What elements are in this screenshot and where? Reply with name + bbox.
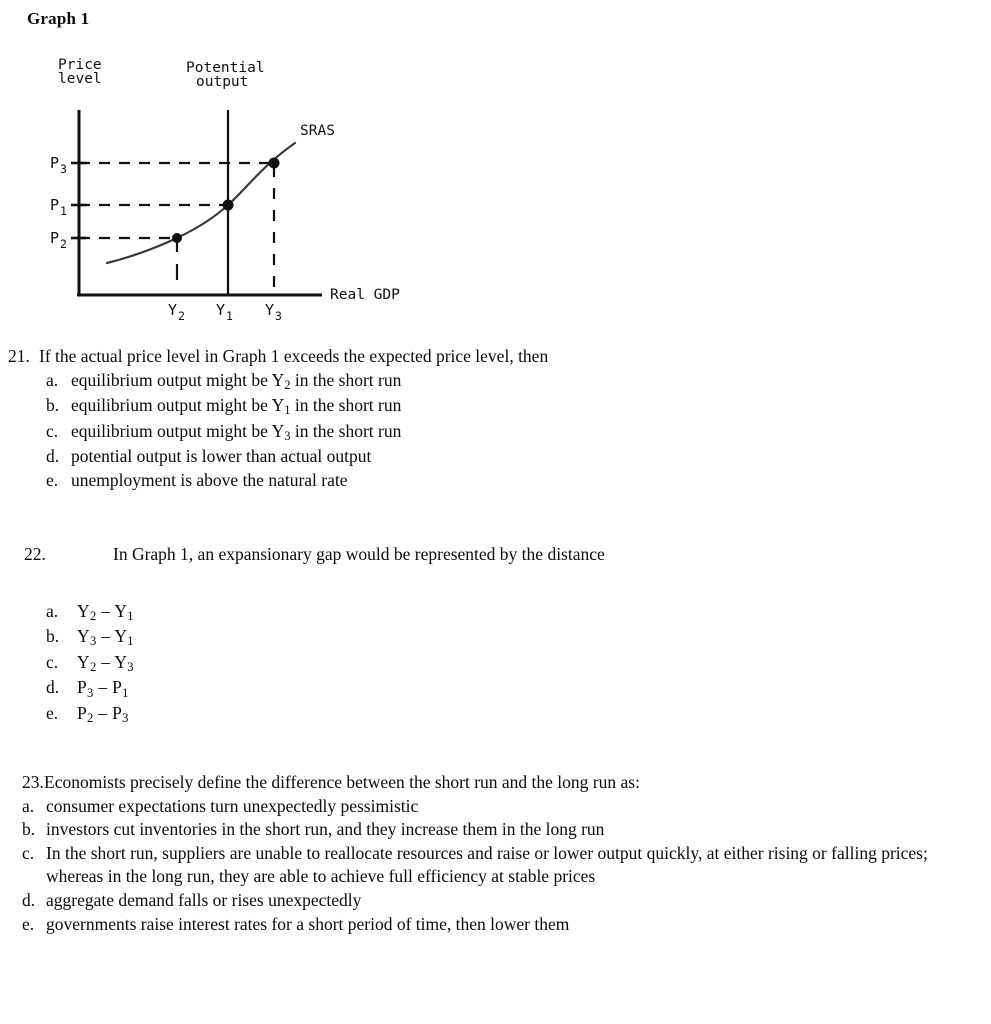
operand-1: Y	[77, 626, 90, 647]
potential-output-label-line2: output	[196, 74, 249, 90]
option-text	[77, 676, 129, 702]
operand-2-subscript: 1	[127, 634, 134, 649]
operand-1-subscript: 3	[89, 634, 97, 649]
option-text-before: equilibrium output might be Y	[71, 395, 285, 416]
operand-2: Y	[114, 651, 128, 672]
equilibrium-point-p2y2	[172, 233, 182, 243]
y-axis-label-line1: Price	[58, 57, 102, 73]
question-23-number: 23.	[22, 772, 44, 792]
y-tick-label-p1-sub: 1	[60, 204, 67, 218]
option-text: governments raise interest rates for a short period of time, then lower them	[46, 913, 570, 934]
operator: –	[93, 677, 113, 698]
operator: –	[93, 702, 113, 723]
question-21-option-d[interactable]	[46, 445, 708, 469]
option-letter: a.	[46, 369, 59, 390]
option-text: consumer expectations turn unexpectedly pessimistic	[46, 795, 419, 816]
graph-figure	[0, 40, 440, 330]
question-21-option-b[interactable]	[46, 394, 708, 420]
option-subscript: 3	[284, 429, 291, 444]
option-text: unemployment is above the natural rate	[71, 469, 348, 490]
operand-2-subscript: 1	[122, 685, 129, 700]
question-21-option-e[interactable]	[46, 469, 708, 493]
question-21	[8, 345, 708, 493]
question-23-options	[22, 795, 982, 937]
option-letter: a.	[22, 795, 35, 816]
question-21-options	[46, 369, 708, 493]
operand-1: P	[77, 702, 88, 723]
question-22-option-b[interactable]	[46, 625, 784, 651]
option-text: aggregate demand falls or rises unexpectedly	[46, 889, 362, 910]
operator: –	[96, 651, 115, 672]
question-23-prompt-row	[22, 771, 982, 795]
question-23	[22, 771, 982, 936]
question-23-option-a[interactable]	[22, 795, 982, 819]
y-tick-label-p3-sub: 3	[60, 162, 67, 176]
option-text: investors cut inventories in the short run, and they increase them in the long run	[46, 819, 605, 840]
question-23-option-c[interactable]	[22, 842, 982, 889]
y-tick-label-p3-base: P	[50, 154, 60, 172]
question-22-prompt: In Graph 1, an expansionary gap would be represented by the distance	[113, 544, 605, 564]
option-letter: e.	[22, 913, 35, 934]
x-tick-label-y2-sub: 2	[178, 309, 185, 323]
option-text	[71, 369, 401, 395]
question-21-option-c[interactable]	[46, 420, 708, 446]
operand-1: Y	[77, 600, 90, 621]
option-subscript: 2	[284, 377, 291, 392]
operator: –	[96, 600, 115, 621]
x-tick-label-y1-sub: 1	[226, 309, 233, 323]
option-text	[71, 394, 401, 420]
option-text	[71, 420, 401, 446]
y-tick-label-p2-base: P	[50, 229, 60, 247]
operand-2-subscript: 3	[127, 660, 134, 675]
operand-2-subscript: 3	[122, 711, 129, 726]
operator: –	[96, 626, 115, 647]
question-23-prompt: Economists precisely define the difference between the short run and the long run as:	[44, 772, 640, 792]
operand-1-subscript: 3	[87, 685, 94, 700]
operand-1-subscript: 2	[89, 660, 97, 675]
option-letter: b.	[22, 819, 36, 840]
option-letter: b.	[46, 395, 60, 416]
page-title: Graph 1	[27, 9, 90, 28]
sras-chart-svg	[0, 40, 440, 330]
operand-1-subscript: 2	[87, 711, 94, 726]
operand-2: Y	[114, 626, 128, 647]
question-22-option-c[interactable]	[46, 651, 784, 677]
option-letter: d.	[46, 446, 60, 467]
question-21-prompt: If the actual price level in Graph 1 exceeds the expected price level, then	[39, 346, 549, 366]
operand-2: P	[112, 677, 123, 698]
operand-1: P	[77, 677, 88, 698]
sras-curve-label: SRAS	[300, 123, 335, 139]
question-21-prompt-row	[8, 345, 708, 369]
equilibrium-point-p3y3	[269, 158, 280, 169]
x-tick-label-y3-base: Y	[265, 301, 275, 319]
x-tick-label-y1-base: Y	[216, 301, 226, 319]
option-letter: e.	[46, 702, 59, 723]
option-letter: a.	[46, 600, 59, 621]
option-text-before: equilibrium output might be Y	[71, 420, 285, 441]
operand-1-subscript: 2	[89, 608, 97, 623]
option-text	[77, 600, 134, 626]
option-text	[77, 625, 134, 651]
question-21-option-a[interactable]	[46, 369, 708, 395]
y-tick-label-p2-sub: 2	[60, 237, 67, 251]
question-22-option-d[interactable]	[46, 676, 784, 702]
option-text-after: in the short run	[290, 395, 402, 416]
option-text-after: in the short run	[290, 369, 402, 390]
option-letter: c.	[22, 842, 35, 863]
x-tick-label-y2-base: Y	[168, 301, 178, 319]
question-22-option-a[interactable]	[46, 600, 784, 626]
y-tick-label-p1-base: P	[50, 196, 60, 214]
question-22	[24, 543, 784, 728]
operand-2: P	[112, 702, 123, 723]
option-letter: c.	[46, 420, 59, 441]
question-23-option-d[interactable]	[22, 889, 982, 913]
question-22-number: 22.	[24, 544, 46, 564]
x-axis-label: Real GDP	[330, 287, 400, 303]
operand-1: Y	[77, 651, 90, 672]
operand-2: Y	[114, 600, 128, 621]
option-subscript: 1	[284, 403, 291, 418]
option-text-after: in the short run	[290, 420, 402, 441]
y-axis-label-line2: level	[58, 71, 102, 87]
question-22-prompt-row	[24, 543, 784, 567]
option-letter: c.	[46, 651, 59, 672]
operand-2-subscript: 1	[127, 608, 134, 623]
option-letter: b.	[46, 626, 60, 647]
option-text: In the short run, suppliers are unable to reallocate resources and raise or lower output quickly, at either rising or falling prices; whereas in the long run, they are able to achieve full efficiency at stable prices	[46, 842, 928, 887]
option-letter: d.	[22, 889, 36, 910]
potential-output-label-line1: Potential	[186, 60, 265, 76]
question-23-option-e[interactable]	[22, 913, 982, 937]
option-text	[77, 651, 134, 677]
x-tick-label-y3-sub: 3	[275, 309, 282, 323]
option-letter: e.	[46, 469, 59, 490]
option-letter: d.	[46, 677, 60, 698]
question-22-options	[46, 600, 784, 728]
question-21-number: 21.	[8, 346, 30, 366]
option-text-before: equilibrium output might be Y	[71, 369, 285, 390]
equilibrium-point-p1y1	[223, 200, 234, 211]
option-text: potential output is lower than actual output	[71, 446, 372, 467]
question-22-option-e[interactable]	[46, 702, 784, 728]
question-23-option-b[interactable]	[22, 818, 982, 842]
sras-curve	[107, 143, 295, 263]
option-text	[77, 702, 129, 728]
